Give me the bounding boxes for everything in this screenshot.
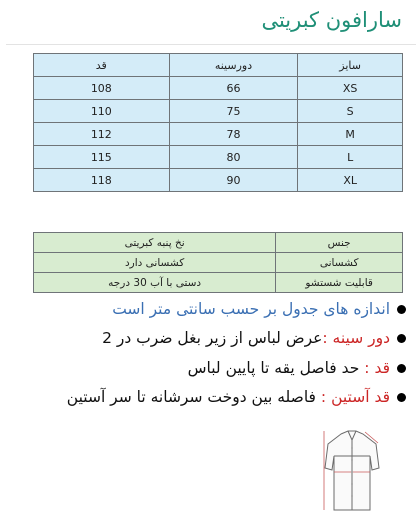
cell-length: 118 — [34, 169, 170, 192]
cell-length: 108 — [34, 77, 170, 100]
bullet-icon — [397, 334, 406, 343]
table-row — [34, 146, 403, 169]
cell-chest: 90 — [169, 169, 298, 192]
table-row — [34, 100, 403, 123]
cell-size: S — [298, 100, 403, 123]
table-row — [34, 77, 403, 100]
cell-size: M — [298, 123, 403, 146]
cell-size: L — [298, 146, 403, 169]
header-chest: دورسینه — [169, 54, 298, 77]
note-sleeve-text: فاصله بین دوخت سرشانه تا سر آستین — [66, 388, 316, 406]
spec-key: جنس — [276, 233, 403, 253]
bullet-icon — [397, 393, 406, 402]
note-sleeve — [67, 388, 406, 406]
table-row — [34, 233, 403, 253]
note-sleeve-label: قد آستین : — [320, 388, 390, 406]
note-chest-text: عرض لباس از زیر بغل ضرب در 2 — [102, 329, 323, 347]
spec-table — [33, 232, 403, 293]
page-title: سارافون کبریتی — [261, 8, 402, 32]
bullet-icon — [397, 364, 406, 373]
cell-length: 115 — [34, 146, 170, 169]
size-table — [33, 53, 403, 192]
note-length-text: حد فاصل یقه تا پایین لباس — [187, 359, 360, 377]
table-row — [34, 123, 403, 146]
title-divider — [6, 44, 416, 45]
note-chest-label: دور سینه : — [322, 329, 390, 347]
note-unit-text: اندازه های جدول بر حسب سانتی متر است — [112, 300, 390, 318]
note-unit — [112, 300, 406, 318]
header-size: سایز — [298, 54, 403, 77]
spec-key: کشسانی — [276, 253, 403, 273]
spec-value: کشسانی دارد — [34, 253, 276, 273]
cell-length: 112 — [34, 123, 170, 146]
cell-chest: 66 — [169, 77, 298, 100]
table-row — [34, 169, 403, 192]
header-length: قد — [34, 54, 170, 77]
cell-size: XL — [298, 169, 403, 192]
cell-length: 110 — [34, 100, 170, 123]
shirt-measurement-diagram-icon — [321, 426, 383, 524]
bullet-icon — [397, 305, 406, 314]
note-chest — [102, 329, 406, 347]
size-table-header — [34, 54, 403, 77]
table-row — [34, 253, 403, 273]
cell-chest: 78 — [169, 123, 298, 146]
spec-key: قابلیت شستشو — [276, 273, 403, 293]
cell-size: XS — [298, 77, 403, 100]
table-row — [34, 273, 403, 293]
cell-chest: 80 — [169, 146, 298, 169]
cell-chest: 75 — [169, 100, 298, 123]
spec-value: نخ پنبه کبریتی — [34, 233, 276, 253]
note-length — [188, 359, 406, 377]
spec-value: دستی با آب 30 درجه — [34, 273, 276, 293]
note-length-label: قد : — [364, 359, 390, 377]
